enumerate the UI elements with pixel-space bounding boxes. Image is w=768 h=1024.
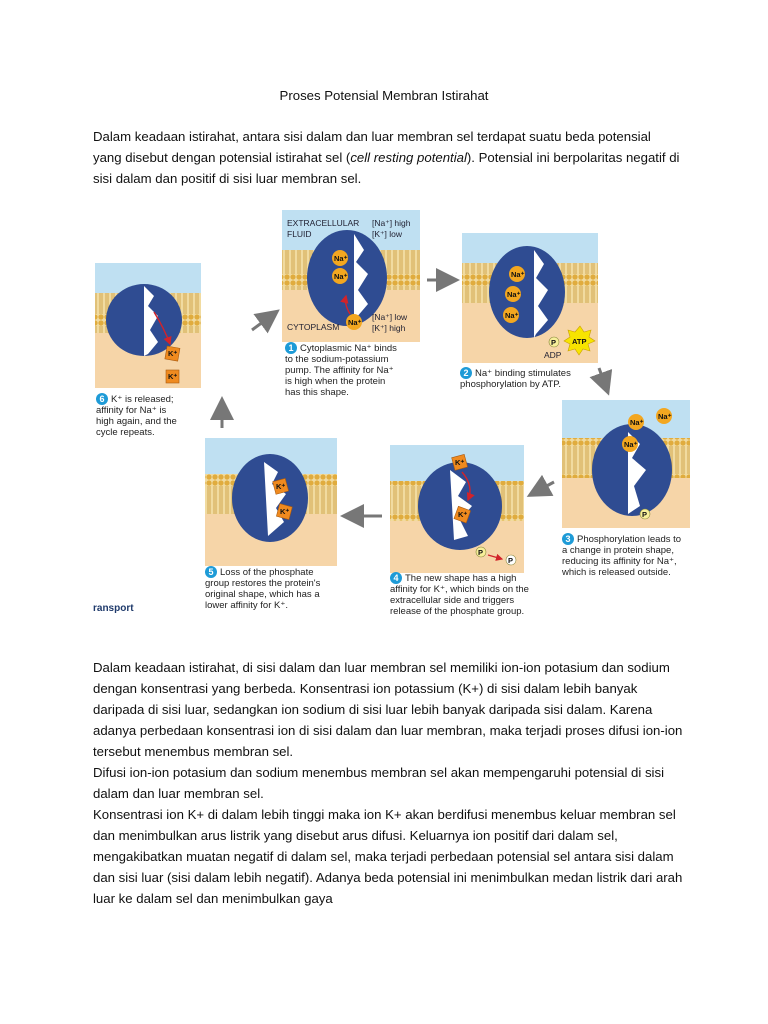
step-1-line-3: pump. The affinity for Na⁺	[285, 365, 394, 376]
na-high-label: [Na⁺] high	[372, 218, 411, 228]
body-paragraph-3: Konsentrasi ion K+ di dalam lebih tinggi maka ion K+ akan berdifusi menembus keluar membran sel dan menimbulkan arus listrik yang disebut arus difusi. Keluarnya ion positif dari dalam sel, mengakibatkan muatan negatif di dalam sel, maka terjadi perbedaan potensial sel antara sisi dalam dan sisi luar (sisi dalam lebih negatif). Adanya beda potensial ini menimbulkan medan listrik dari arah luar ke dalam sel dan menimbulkan gaya	[93, 807, 683, 906]
panel-step-5	[205, 438, 337, 566]
phosphate-label: P	[642, 510, 648, 519]
step-number-badge: 5	[205, 566, 217, 578]
transport-label-fragment: ransport	[93, 603, 134, 614]
intro-text-2: ). Potensial ini berpolaritas negatif di sisi dalam dan positif di sisi luar membran sel.	[93, 150, 680, 186]
extracellular-label: EXTRACELLULAR	[287, 218, 360, 228]
step-1-line-2: to the sodium-potassium	[285, 354, 389, 365]
na-ion-label: Na⁺	[511, 270, 525, 279]
k-ion-label: K⁺	[458, 510, 468, 519]
step-number-badge: 3	[562, 533, 574, 545]
step-1-line-4: is high when the protein	[285, 376, 386, 387]
arrow-6-to-1	[252, 313, 275, 330]
step-3-line-1: Phosphorylation leads to	[577, 534, 682, 545]
na-ion-label: Na⁺	[334, 272, 348, 281]
k-high-label: [K⁺] high	[372, 323, 406, 333]
step-5-line-3: original shape, which has a	[205, 589, 320, 600]
sodium-potassium-pump-figure	[92, 200, 712, 630]
k-ion-label: K⁺	[455, 458, 465, 467]
na-ion-label: Na⁺	[334, 254, 348, 263]
step-6-line-2: affinity for Na⁺ is	[96, 405, 167, 416]
panel-step-4	[390, 445, 524, 573]
step-3-line-3: reducing its affinity for Na⁺,	[562, 556, 677, 567]
k-ion-label: K⁺	[168, 349, 178, 358]
na-ion-label: Na⁺	[630, 418, 644, 427]
panel-step-2	[462, 233, 598, 363]
panel-step-1	[282, 210, 420, 342]
k-ion-label: K⁺	[276, 482, 286, 491]
na-ion-label: Na⁺	[624, 440, 638, 449]
intro-italic-term: cell resting potential	[350, 150, 467, 165]
na-ion-label: Na⁺	[658, 412, 672, 421]
body-paragraphs	[93, 657, 683, 909]
cytoplasm-label: CYTOPLASM	[287, 322, 340, 332]
step-1-line-5: has this shape.	[285, 387, 349, 398]
step-3-line-4: which is released outside.	[562, 567, 671, 578]
step-4-line-2: affinity for K⁺, which binds on the	[390, 584, 529, 595]
step-4-caption	[390, 572, 560, 617]
atp-label: ATP	[572, 337, 587, 346]
step-3-line-2: a change in protein shape,	[562, 545, 674, 556]
step-6-line-4: cycle repeats.	[96, 427, 155, 438]
k-ion-label: K⁺	[168, 372, 178, 381]
step-5-line-4: lower affinity for K⁺.	[205, 600, 288, 611]
step-number-badge: 2	[460, 367, 472, 379]
step-5-line-1: Loss of the phosphate	[220, 567, 314, 578]
step-6-caption	[96, 393, 216, 438]
k-low-label: [K⁺] low	[372, 229, 402, 239]
step-6-line-3: high again, and the	[96, 416, 177, 427]
na-ion-label: Na⁺	[348, 318, 362, 327]
body-paragraph-1: Dalam keadaan istirahat, di sisi dalam dan luar membran sel memiliki ion-ion potasium dan sodium dengan konsentrasi yang berbeda. Konsentrasi ion potassium (K+) di sisi dalam lebih banyak daripada di sisi luar, sedangkan ion sodium di sisi luar lebih banyak daripada sisi dalam. Karena adanya perbedaan konsentrasi ion di sisi dalam dan luar membran, maka terjadi proses difusi ion-ion tersebut menembus membran sel.	[93, 660, 683, 759]
phosphate-label: P	[551, 338, 557, 347]
step-4-line-1: The new shape has a high	[405, 573, 517, 584]
intro-text-1: Dalam keadaan istirahat, antara sisi dalam dan luar membran sel terdapat suatu beda potensial yang disebut dengan potensial istirahat sel (	[93, 129, 651, 165]
step-5-line-2: group restores the protein's	[205, 578, 321, 589]
step-4-line-3: extracellular side and triggers	[390, 595, 515, 606]
step-4-line-4: release of the phosphate group.	[390, 606, 525, 617]
k-ion-label: K⁺	[280, 507, 290, 516]
step-3-caption	[562, 533, 707, 578]
step-2-line-2: phosphorylation by ATP.	[460, 379, 562, 390]
step-5-caption	[205, 566, 355, 611]
intro-paragraph	[93, 126, 683, 189]
document-title: Proses Potensial Membran Istirahat	[279, 88, 489, 103]
adp-label: ADP	[544, 350, 562, 360]
step-number-badge: 6	[96, 393, 108, 405]
phosphate-label: P	[478, 548, 484, 557]
na-ion-label: Na⁺	[507, 290, 521, 299]
step-number-badge: 4	[390, 572, 402, 584]
step-1-caption	[285, 342, 425, 398]
phosphate-label: P	[508, 556, 514, 565]
step-1-line-1: Cytoplasmic Na⁺ binds	[300, 343, 397, 354]
na-low-label: [Na⁺] low	[372, 312, 408, 322]
arrow-3-to-4	[532, 482, 554, 494]
body-paragraph-2: Difusi ion-ion potasium dan sodium menembus membran sel akan mempengaruhi potensial di sisi dalam dan luar membran sel.	[93, 765, 665, 801]
arrow-2-to-3	[599, 368, 607, 390]
na-ion-label: Na⁺	[505, 311, 519, 320]
step-2-line-1: Na⁺ binding stimulates	[475, 368, 571, 379]
panel-step-3	[562, 400, 690, 528]
step-number-badge: 1	[285, 342, 297, 354]
panel-step-6	[95, 263, 201, 388]
fluid-label: FLUID	[287, 229, 312, 239]
step-2-caption	[460, 367, 600, 390]
step-6-line-1: K⁺ is released;	[111, 394, 174, 405]
